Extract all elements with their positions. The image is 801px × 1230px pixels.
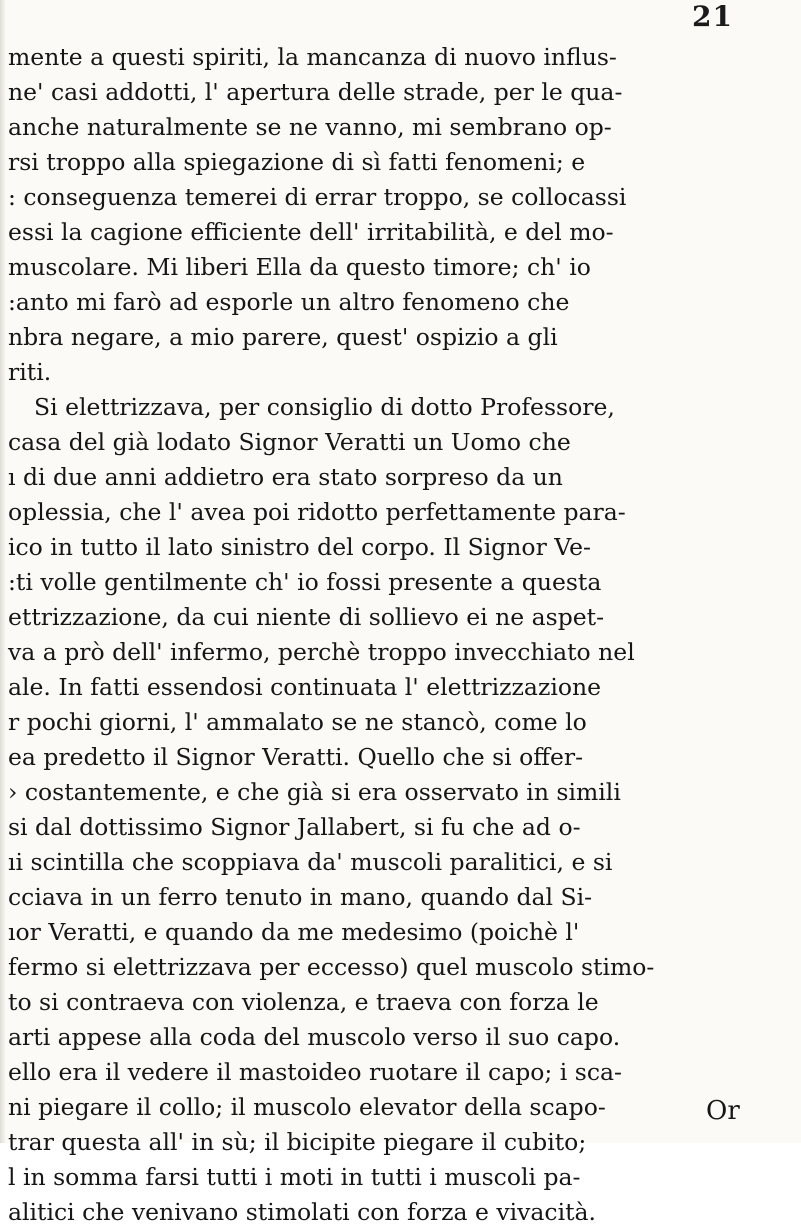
text-line: ettrizzazione, da cui niente di sollievo ei ne aspet-: [8, 603, 605, 631]
text-line: anche naturalmente se ne vanno, mi sembrano op-: [8, 113, 612, 141]
text-line: riti.: [8, 358, 52, 386]
text-line: ıor Veratti, e quando da me medesimo (poichè l': [8, 918, 580, 946]
text-line: va a prò dell' infermo, perchè troppo invecchiato nel: [8, 638, 635, 666]
text-line: ni piegare il collo; il muscolo elevator della scapo-: [8, 1093, 606, 1121]
text-line: cciava in un ferro tenuto in mano, quando dal Si-: [8, 883, 593, 911]
text-line: ale. In fatti essendosi continuata l' elettrizzazione: [8, 673, 602, 701]
text-line: : conseguenza temerei di errar troppo, se collocassi: [8, 183, 627, 211]
catchword: Or: [706, 1096, 740, 1126]
text-line: › costantemente, e che già si era osservato in simili: [8, 778, 621, 806]
page-number: 21: [692, 0, 733, 33]
text-line: ea predetto il Signor Veratti. Quello che si offer-: [8, 743, 584, 771]
text-line: trar questa all' in sù; il bicipite piegare il cubito;: [8, 1128, 587, 1156]
text-line: ne' casi addotti, l' apertura delle strade, per le qua-: [8, 78, 623, 106]
text-line: arti appese alla coda del muscolo verso il suo capo.: [8, 1023, 621, 1051]
text-line: ı di due anni addietro era stato sorpreso da un: [8, 463, 563, 491]
body-text: [8, 40, 798, 1230]
text-line: alitici che venivano stimolati con forza e vivacità.: [8, 1198, 597, 1226]
text-line: to si contraeva con violenza, e traeva con forza le: [8, 988, 599, 1016]
text-line: Si elettrizzava, per consiglio di dotto Professore,: [34, 393, 615, 421]
text-line: casa del già lodato Signor Veratti un Uomo che: [8, 428, 571, 456]
text-line: ico in tutto il lato sinistro del corpo. Il Signor Ve-: [8, 533, 591, 561]
page-edge-shadow: [0, 0, 6, 1143]
text-line: ıi scintilla che scoppiava da' muscoli paralitici, e si: [8, 848, 613, 876]
text-line: nbra negare, a mio parere, quest' ospizio a gli: [8, 323, 558, 351]
text-line: muscolare. Mi liberi Ella da questo timore; ch' io: [8, 253, 591, 281]
text-line: r pochi giorni, l' ammalato se ne stancò, come lo: [8, 708, 587, 736]
text-line: ello era il vedere il mastoideo ruotare il capo; i sca-: [8, 1058, 622, 1086]
text-line: si dal dottissimo Signor Jallabert, si fu che ad o-: [8, 813, 581, 841]
text-line: fermo si elettrizzava per eccesso) quel muscolo stimo-: [8, 953, 655, 981]
text-line: :anto mi farò ad esporle un altro fenomeno che: [8, 288, 570, 316]
text-line: essi la cagione efficiente dell' irritabilità, e del mo-: [8, 218, 614, 246]
text-line: :ti volle gentilmente ch' io fossi presente a questa: [8, 568, 602, 596]
text-line: rsi troppo alla spiegazione di sì fatti fenomeni; e: [8, 148, 586, 176]
text-line: mente a questi spiriti, la mancanza di nuovo influs-: [8, 43, 617, 71]
text-line: oplessia, che l' avea poi ridotto perfettamente para-: [8, 498, 626, 526]
text-line: l in somma farsi tutti i moti in tutti i muscoli pa-: [8, 1163, 581, 1191]
